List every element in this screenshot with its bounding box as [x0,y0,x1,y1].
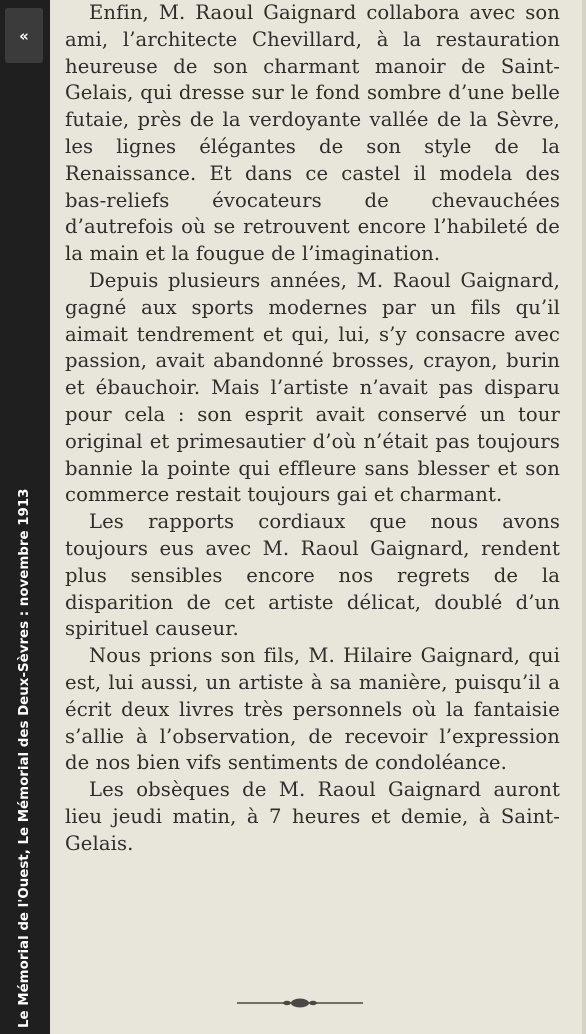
collapse-sidebar-button[interactable] [5,8,43,63]
page-edge [582,0,586,1034]
sidebar [0,0,50,1034]
paragraph-3: Les rapports cordiaux que nous avons toujours eus avec M. Raoul Gaignard, rendent plus sensibles encore nos regrets de la disparition de cet artiste délicat, doublé d’un spirituel causeur. [65,510,560,641]
paragraph-1: Enfin, M. Raoul Gaignard collabora avec son ami, l’architecte Chevillard, à la restauration heureuse de son charmant manoir de Saint-Gelais, qui dresse sur le fond sombre d’une belle futaie, près de la verdoyante vallée de la Sèvre, les lignes élégantes de son style de la Renaissance. Et dans ce castel il modela des bas-reliefs évocateurs de chevauchées d’autrefois où se retrouvent encore l’habileté de la main et la fougue de l’imagination. [65,1,560,266]
ornamental-rule [235,996,365,1010]
paragraph-5: Les obsèques de M. Raoul Gaignard auront lieu jeudi matin, à 7 heures et demie, à Saint-Gelais. [65,778,560,855]
double-chevron-left-icon: « [19,26,29,45]
paragraph-4: Nous prions son fils, M. Hilaire Gaignard, qui est, lui aussi, un artiste à sa manière, puisqu’il a écrit deux livres très personnels où la fantaisie s’allie à l’observation, de recevoir l’expression de nos bien vifs sentiments de condoléance. [65,644,560,775]
newspaper-page [50,0,586,1034]
article-text [65,0,560,858]
source-title: Le Mémorial de l'Ouest, Le Mémorial des Deux-Sèvres : novembre 1913 [17,488,32,1028]
paragraph-2: Depuis plusieurs années, M. Raoul Gaignard, gagné aux sports modernes par un fils qu’il aimait tendrement et qui, lui, s’y consacre avec passion, avait abandonné brosses, crayon, burin et ébauchoir. Mais l’artiste n’avait pas disparu pour cela : son esprit avait conservé un tour original et primesautier d’où n’était pas toujours bannie la pointe qui effleure sans blesser et son commerce restait toujours gai et charmant. [65,268,560,507]
